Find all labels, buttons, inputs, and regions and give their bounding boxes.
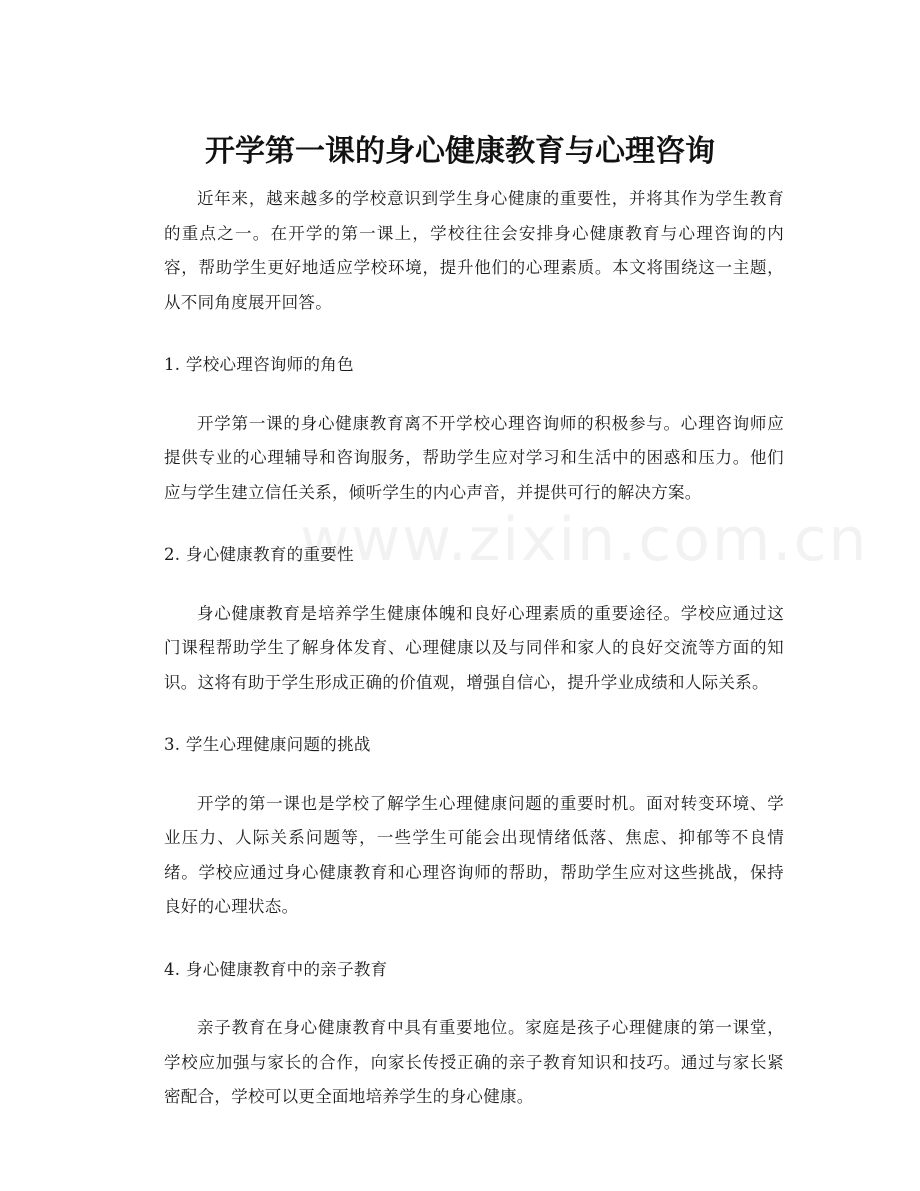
page-title: 开学第一课的身心健康教育与心理咨询 xyxy=(205,134,715,170)
section-heading-1: 1. 学校心理咨询师的角色 xyxy=(164,355,354,374)
document-body xyxy=(164,182,784,1143)
section-heading-2: 2. 身心健康教育的重要性 xyxy=(164,545,354,564)
section-heading-4: 4. 身心健康教育中的亲子教育 xyxy=(164,959,388,979)
intro-paragraph: 近年来，越来越多的学校意识到学生身心健康的重要性，并将其作为学生教育的重点之一。在开学的第一课上，学校往往会安排身心健康教育与心理咨询的内容，帮助学生更好地适应学校环境，提升他们的心理素质。本文将围绕这一主题，从不同角度展开回答。 xyxy=(164,189,784,312)
section-body-1: 开学第一课的身心健康教育离不开学校心理咨询师的积极参与。心理咨询师应提供专业的心理辅导和咨询服务，帮助学生应对学习和生活中的困惑和压力。他们应与学生建立信任关系，倾听学生的内心声音，并提供可行的解决方案。 xyxy=(164,413,784,502)
section-body-2: 身心健康教育是培养学生健康体魄和良好心理素质的重要途径。学校应通过这门课程帮助学生了解身体发育、心理健康以及与同伴和家人的良好交流等方面的知识。这将有助于学生形成正确的价值观，增强自信心，提升学业成绩和人际关系。 xyxy=(164,603,784,692)
watermark: www.zixin.com.cn xyxy=(300,505,869,575)
section-body-4: 亲子教育在身心健康教育中具有重要地位。家庭是孩子心理健康的第一课堂，学校应加强与家长的合作，向家长传授正确的亲子教育知识和技巧。通过与家长紧密配合，学校可以更全面地培养学生的身心健康。 xyxy=(164,1018,784,1106)
section-heading-3: 3. 学生心理健康问题的挑战 xyxy=(164,735,371,754)
section-body-3: 开学的第一课也是学校了解学生心理健康问题的重要时机。面对转变环境、学业压力、人际关系问题等，一些学生可能会出现情绪低落、焦虑、抑郁等不良情绪。学校应通过身心健康教育和心理咨询师的帮助，帮助学生应对这些挑战，保持良好的心理状态。 xyxy=(164,793,784,916)
